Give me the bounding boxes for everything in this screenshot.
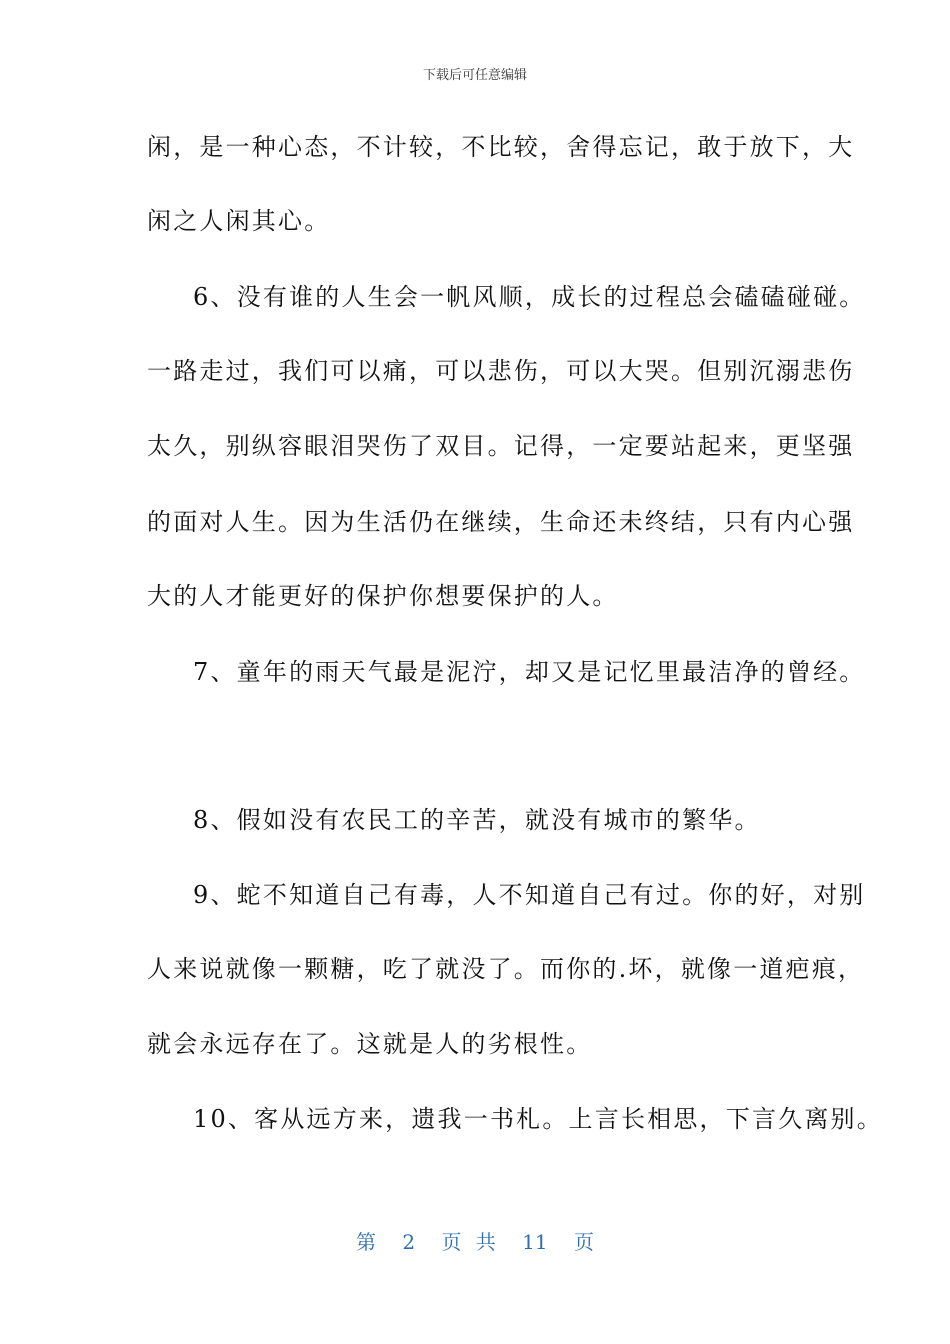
text-line: 就会永远存在了。这就是人的劣根性。 xyxy=(147,1030,593,1058)
text-line: 6、没有谁的人生会一帆风顺，成长的过程总会磕磕碰碰。 xyxy=(193,283,866,311)
text-line: 10、客从远方来，遗我一书札。上言长相思，下言久离别。 xyxy=(193,1105,883,1133)
text-line: 闲，是一种心态，不计较，不比较，舍得忘记，敢于放下，大 xyxy=(147,133,855,161)
text-line: 9、蛇不知道自己有毒，人不知道自己有过。你的好，对别 xyxy=(193,881,866,909)
text-line: 8、假如没有农民工的辛苦，就没有城市的繁华。 xyxy=(193,806,761,834)
footer-middle: 页 共 xyxy=(441,1230,496,1254)
footer-suffix: 页 xyxy=(573,1230,594,1254)
text-line: 的面对人生。因为生活仍在继续，生命还未终结，只有内心强 xyxy=(147,508,855,536)
text-line: 闲之人闲其心。 xyxy=(147,207,331,235)
footer-current-page: 2 xyxy=(402,1230,416,1254)
text-line: 太久，别纵容眼泪哭伤了双目。记得，一定要站起来，更坚强 xyxy=(147,432,855,460)
text-line: 7、童年的雨天气最是泥泞，却又是记忆里最洁净的曾经。 xyxy=(193,658,866,686)
page-footer xyxy=(0,1226,950,1255)
footer-prefix: 第 xyxy=(356,1230,376,1254)
text-line: 人来说就像一颗糖，吃了就没了。而你的.坏，就像一道疤痕， xyxy=(147,955,865,983)
header-note: 下载后可任意编辑 xyxy=(422,68,527,83)
footer-total-pages: 11 xyxy=(522,1230,548,1254)
text-line: 大的人才能更好的保护你想要保护的人。 xyxy=(147,582,619,610)
text-line: 一路走过，我们可以痛，可以悲伤，可以大哭。但别沉溺悲伤 xyxy=(147,357,855,385)
